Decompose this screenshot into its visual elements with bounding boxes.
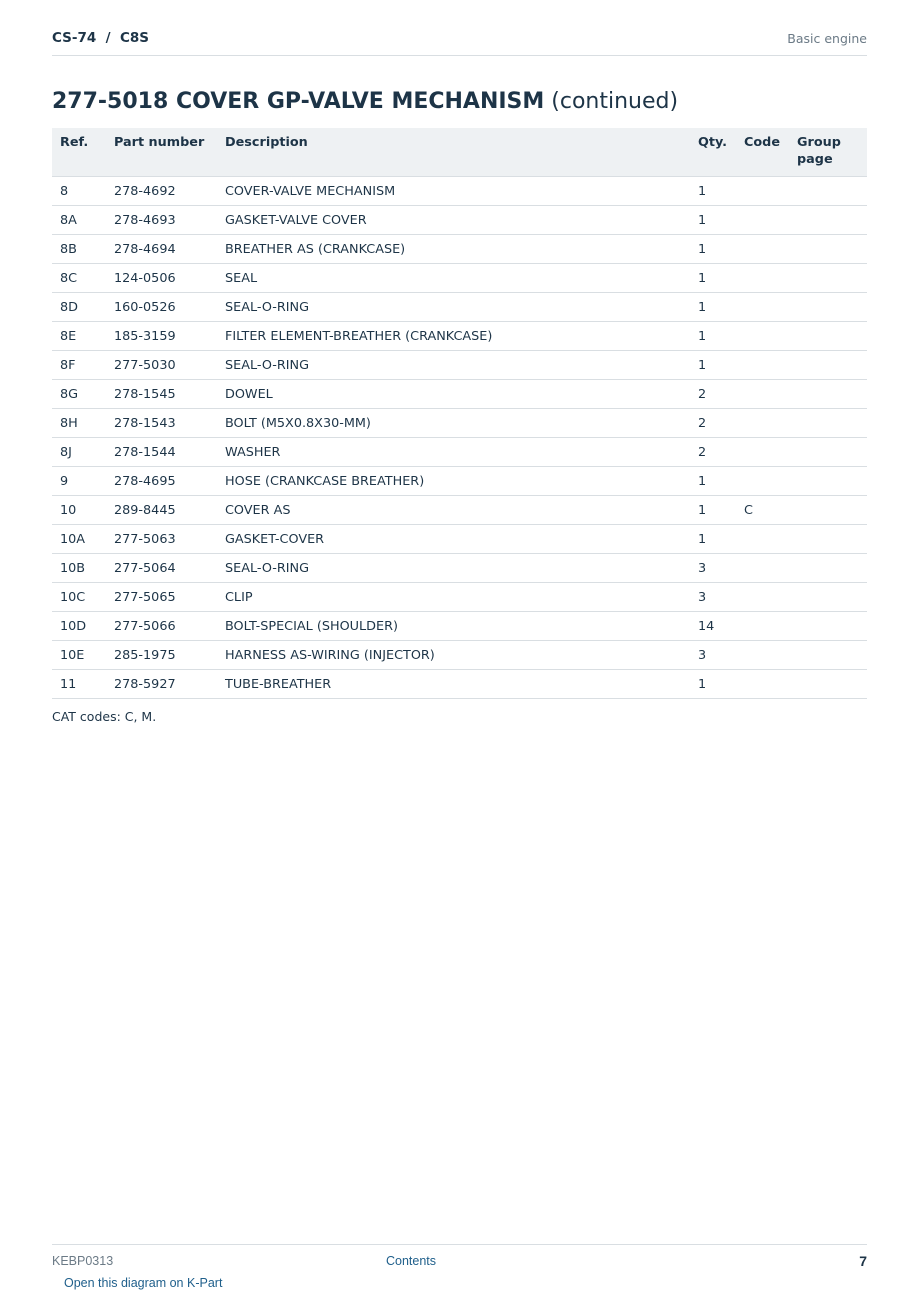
- table-row: [52, 612, 867, 641]
- cell-group-page: [789, 380, 867, 409]
- cell-description: BOLT-SPECIAL (SHOULDER): [217, 612, 690, 641]
- header-row: [52, 128, 867, 177]
- cell-description: SEAL-O-RING: [217, 351, 690, 380]
- table-row: [52, 583, 867, 612]
- cell-description: COVER AS: [217, 496, 690, 525]
- cell-part-number: 278-4695: [106, 467, 217, 496]
- cell-description: FILTER ELEMENT-BREATHER (CRANKCASE): [217, 322, 690, 351]
- table-row: [52, 235, 867, 264]
- cell-qty: 2: [690, 380, 736, 409]
- cell-qty: 1: [690, 496, 736, 525]
- cell-group-page: [789, 177, 867, 206]
- cell-code: [736, 351, 789, 380]
- cell-description: TUBE-BREATHER: [217, 670, 690, 699]
- cell-qty: 2: [690, 409, 736, 438]
- cell-ref: 10C: [52, 583, 106, 612]
- cell-qty: 1: [690, 235, 736, 264]
- cell-group-page: [789, 351, 867, 380]
- cell-part-number: 277-5066: [106, 612, 217, 641]
- cell-group-page: [789, 235, 867, 264]
- cell-qty: 3: [690, 641, 736, 670]
- cell-group-page: [789, 409, 867, 438]
- cell-qty: 1: [690, 264, 736, 293]
- cell-code: [736, 235, 789, 264]
- cell-part-number: 185-3159: [106, 322, 217, 351]
- cell-code: [736, 264, 789, 293]
- cell-part-number: 285-1975: [106, 641, 217, 670]
- cell-description: HARNESS AS-WIRING (INJECTOR): [217, 641, 690, 670]
- page-footer: [52, 1244, 867, 1271]
- table-row: [52, 670, 867, 699]
- cell-description: DOWEL: [217, 380, 690, 409]
- cell-group-page: [789, 322, 867, 351]
- table-row: [52, 525, 867, 554]
- cell-part-number: 278-1544: [106, 438, 217, 467]
- table-row: [52, 554, 867, 583]
- table-row: [52, 380, 867, 409]
- table-row: [52, 293, 867, 322]
- cell-group-page: [789, 525, 867, 554]
- col-qty: Qty.: [690, 128, 736, 177]
- cell-ref: 8A: [52, 206, 106, 235]
- cell-ref: 10E: [52, 641, 106, 670]
- cell-qty: 1: [690, 467, 736, 496]
- cell-part-number: 277-5064: [106, 554, 217, 583]
- table-row: [52, 496, 867, 525]
- cell-part-number: 289-8445: [106, 496, 217, 525]
- cell-ref: 9: [52, 467, 106, 496]
- cat-codes-note: CAT codes: C, M.: [52, 709, 157, 724]
- cell-part-number: 277-5030: [106, 351, 217, 380]
- parts-table-body: [52, 177, 867, 699]
- cell-group-page: [789, 438, 867, 467]
- cell-ref: 10A: [52, 525, 106, 554]
- cell-part-number: 278-4693: [106, 206, 217, 235]
- header-model: CS-74 / C8S: [52, 30, 150, 46]
- cell-code: [736, 467, 789, 496]
- cell-group-page: [789, 293, 867, 322]
- table-row: [52, 438, 867, 467]
- cell-qty: 1: [690, 351, 736, 380]
- cell-part-number: 278-1545: [106, 380, 217, 409]
- cell-description: SEAL: [217, 264, 690, 293]
- cell-ref: 10B: [52, 554, 106, 583]
- parts-table: [52, 128, 867, 699]
- page-header: [52, 28, 867, 56]
- col-code: Code: [736, 128, 789, 177]
- cell-description: BREATHER AS (CRANKCASE): [217, 235, 690, 264]
- cell-code: [736, 206, 789, 235]
- cell-qty: 1: [690, 525, 736, 554]
- cell-description: SEAL-O-RING: [217, 554, 690, 583]
- cell-group-page: [789, 583, 867, 612]
- cell-ref: 8C: [52, 264, 106, 293]
- cell-group-page: [789, 467, 867, 496]
- contents-link[interactable]: Contents: [386, 1254, 437, 1268]
- table-row: [52, 351, 867, 380]
- cell-code: C: [736, 496, 789, 525]
- col-ref: Ref.: [52, 128, 106, 177]
- header-section: Basic engine: [787, 31, 867, 46]
- cell-part-number: 278-1543: [106, 409, 217, 438]
- table-row: [52, 206, 867, 235]
- cell-qty: 1: [690, 206, 736, 235]
- cell-group-page: [789, 641, 867, 670]
- cell-description: SEAL-O-RING: [217, 293, 690, 322]
- page-title: [52, 89, 678, 114]
- cell-ref: 8G: [52, 380, 106, 409]
- footer-doc-code: KEBP0313: [52, 1254, 114, 1268]
- cell-description: WASHER: [217, 438, 690, 467]
- cell-part-number: 124-0506: [106, 264, 217, 293]
- cell-group-page: [789, 612, 867, 641]
- cell-ref: 8B: [52, 235, 106, 264]
- cell-ref: 8D: [52, 293, 106, 322]
- cell-part-number: 278-4694: [106, 235, 217, 264]
- cell-code: [736, 409, 789, 438]
- cell-ref: 8H: [52, 409, 106, 438]
- cell-ref: 8: [52, 177, 106, 206]
- title-main: 277-5018 COVER GP-VALVE MECHANISM: [52, 89, 545, 114]
- cell-code: [736, 293, 789, 322]
- cell-code: [736, 322, 789, 351]
- cell-ref: 11: [52, 670, 106, 699]
- cell-ref: 10D: [52, 612, 106, 641]
- table-row: [52, 641, 867, 670]
- cell-description: GASKET-COVER: [217, 525, 690, 554]
- cell-qty: 14: [690, 612, 736, 641]
- cell-qty: 1: [690, 670, 736, 699]
- col-group-page: Group page: [789, 128, 867, 177]
- cell-description: COVER-VALVE MECHANISM: [217, 177, 690, 206]
- cell-qty: 3: [690, 583, 736, 612]
- cell-description: CLIP: [217, 583, 690, 612]
- cell-ref: 8F: [52, 351, 106, 380]
- cell-code: [736, 641, 789, 670]
- cell-group-page: [789, 496, 867, 525]
- cell-qty: 1: [690, 177, 736, 206]
- cell-qty: 1: [690, 322, 736, 351]
- table-row: [52, 264, 867, 293]
- cell-code: [736, 554, 789, 583]
- cell-qty: 1: [690, 293, 736, 322]
- table-row: [52, 467, 867, 496]
- cell-group-page: [789, 264, 867, 293]
- col-description: Description: [217, 128, 690, 177]
- table-row: [52, 177, 867, 206]
- parts-table-header: [52, 128, 867, 177]
- cell-description: BOLT (M5X0.8X30-MM): [217, 409, 690, 438]
- cell-group-page: [789, 206, 867, 235]
- cell-code: [736, 583, 789, 612]
- cell-description: GASKET-VALVE COVER: [217, 206, 690, 235]
- cell-ref: 8E: [52, 322, 106, 351]
- cell-code: [736, 525, 789, 554]
- cell-code: [736, 670, 789, 699]
- cell-qty: 3: [690, 554, 736, 583]
- table-row: [52, 409, 867, 438]
- cell-code: [736, 612, 789, 641]
- cell-code: [736, 380, 789, 409]
- cell-group-page: [789, 670, 867, 699]
- col-part-number: Part number: [106, 128, 217, 177]
- cell-qty: 2: [690, 438, 736, 467]
- cell-group-page: [789, 554, 867, 583]
- cell-part-number: 277-5065: [106, 583, 217, 612]
- table-row: [52, 322, 867, 351]
- page-number: 7: [859, 1253, 867, 1269]
- open-diagram-link[interactable]: Open this diagram on K-Part: [64, 1276, 223, 1290]
- cell-description: HOSE (CRANKCASE BREATHER): [217, 467, 690, 496]
- cell-ref: 8J: [52, 438, 106, 467]
- cell-code: [736, 177, 789, 206]
- cell-part-number: 160-0526: [106, 293, 217, 322]
- cell-code: [736, 438, 789, 467]
- cell-part-number: 278-4692: [106, 177, 217, 206]
- cell-ref: 10: [52, 496, 106, 525]
- cell-part-number: 278-5927: [106, 670, 217, 699]
- title-suffix: (continued): [544, 89, 679, 114]
- cell-part-number: 277-5063: [106, 525, 217, 554]
